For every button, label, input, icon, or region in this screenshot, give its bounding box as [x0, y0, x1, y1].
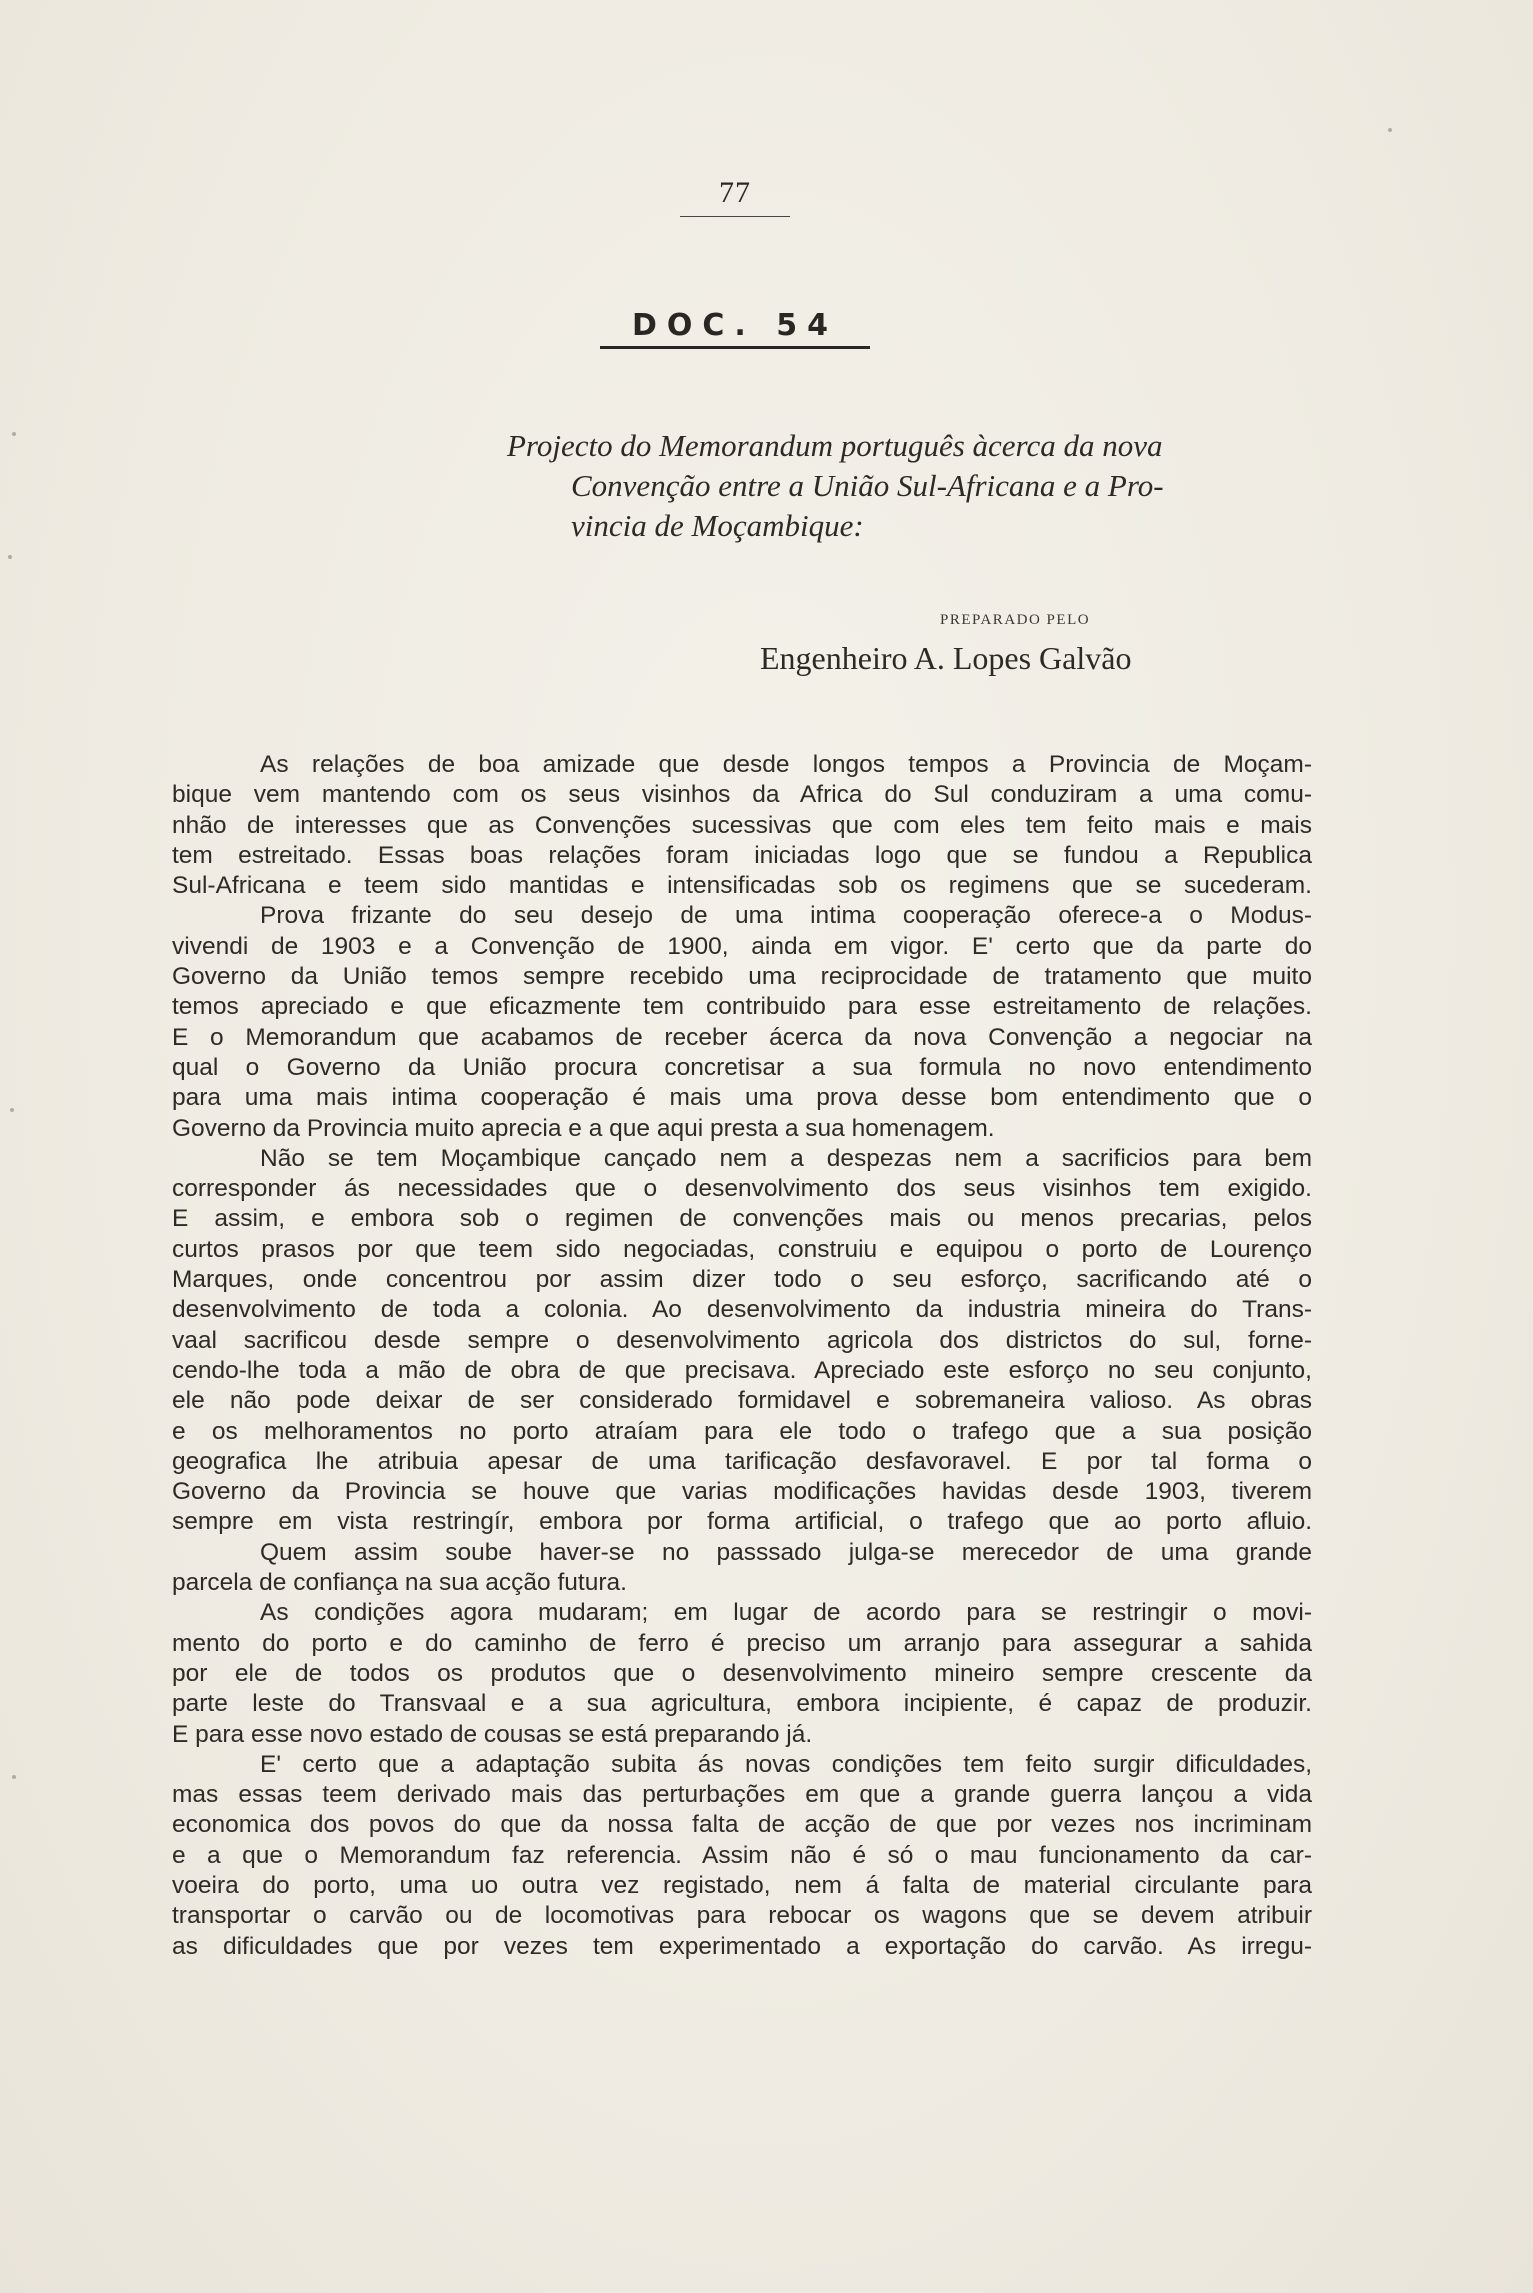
text-line: Prova frizante do seu desejo de uma intima cooperação oferece-a o Modus-	[260, 902, 1312, 930]
text-line: mento do porto e do caminho de ferro é preciso um arranjo para assegurar a sahida	[172, 1629, 1312, 1657]
document-label: DOC. 54	[600, 308, 870, 349]
text-line: E para esse novo estado de cousas se está preparando já.	[172, 1720, 813, 1748]
text-line: E assim, e embora sob o regimen de convenções mais ou menos precarias, pelos	[172, 1205, 1312, 1233]
text-line: Marques, onde concentrou por assim dizer todo o seu esforço, sacrificando até o	[172, 1266, 1312, 1294]
text-line: e a que o Memorandum faz referencia. Assim não é só o mau funcionamento da car-	[172, 1841, 1312, 1869]
text-line: curtos prasos por que teem sido negociadas, construiu e equipou o porto de Lourenço	[172, 1235, 1312, 1263]
text-line: Governo da União temos sempre recebido uma reciprocidade de tratamento que muito	[172, 963, 1312, 991]
paper-speck	[8, 555, 12, 559]
text-line: por ele de todos os produtos que o desenvolvimento mineiro sempre crescente da	[172, 1659, 1312, 1687]
title-line: vincia de Moçambique:	[571, 508, 864, 543]
text-line: mas essas teem derivado mais das perturbações em que a grande guerra lançou a vida	[172, 1781, 1312, 1809]
text-line: As relações de boa amizade que desde longos tempos a Provincia de Moçam-	[260, 751, 1312, 778]
text-line: Não se tem Moçambique cançado nem a despezas nem a sacrificios para bem	[260, 1144, 1312, 1172]
text-line: sempre em vista restringír, embora por forma artificial, o trafego que ao porto afluio.	[172, 1508, 1312, 1536]
paper-speck	[10, 1108, 14, 1112]
body-text	[172, 750, 1312, 1962]
text-line: cendo-lhe toda a mão de obra de que precisava. Apreciado este esforço no seu conjunto,	[172, 1356, 1312, 1384]
paper-speck	[12, 432, 16, 436]
text-line: temos apreciado e que eficazmente tem contribuido para esse estreitamento de relações.	[172, 993, 1312, 1021]
text-line: geografica lhe atribuia apesar de uma tarificação desfavoravel. E por tal forma o	[172, 1447, 1312, 1475]
text-line: corresponder ás necessidades que o desenvolvimento dos seus visinhos tem exigido.	[172, 1175, 1312, 1203]
text-line: vaal sacrificou desde sempre o desenvolvimento agricola dos districtos do sul, forne-	[172, 1326, 1312, 1354]
text-line: vivendi de 1903 e a Convenção de 1900, ainda em vigor. E' certo que da parte do	[172, 932, 1312, 960]
text-line: E o Memorandum que acabamos de receber ácerca da nova Convenção a negociar na	[172, 1023, 1312, 1051]
title-line: Projecto do Memorandum português àcerca da nova	[507, 428, 1163, 463]
text-line: para uma mais intima cooperação é mais uma prova desse bom entendimento que o	[172, 1084, 1312, 1112]
text-line: e os melhoramentos no porto atraíam para ele todo o trafego que a sua posição	[172, 1417, 1312, 1445]
text-line: ele não pode deixar de ser considerado formidavel e sobremaneira valioso. As obras	[172, 1387, 1312, 1415]
text-line: As condições agora mudaram; em lugar de acordo para se restringir o movi-	[260, 1599, 1312, 1627]
text-line: Governo da Provincia muito aprecia e a que aqui presta a sua homenagem.	[172, 1114, 995, 1142]
paper-speck	[1388, 128, 1392, 132]
text-line: Sul-Africana e teem sido mantidas e intensificadas sob os regimens que se sucederam.	[172, 872, 1312, 900]
text-line: E' certo que a adaptação subita ás novas condições tem feito surgir dificuldades,	[260, 1750, 1312, 1778]
prepared-by-label: PREPARADO PELO	[940, 612, 1091, 628]
document-title	[507, 426, 1227, 546]
paper-speck	[12, 1775, 16, 1779]
text-line: tem estreitado. Essas boas relações foram iniciadas logo que se fundou a Republica	[172, 841, 1312, 869]
page-number: 77	[680, 176, 790, 217]
text-line: Quem assim soube haver-se no passsado julga-se merecedor de uma grande	[260, 1538, 1312, 1566]
text-line: parte leste do Transvaal e a sua agricultura, embora incipiente, é capaz de produzir.	[172, 1690, 1312, 1718]
text-line: economica dos povos do que da nossa falta de acção de que por vezes nos incriminam	[172, 1811, 1312, 1839]
text-line: parcela de confiança na sua acção futura.	[172, 1569, 627, 1597]
text-line: nhão de interesses que as Convenções sucessivas que com eles tem feito mais e mais	[172, 811, 1312, 839]
author-name: Engenheiro A. Lopes Galvão	[760, 640, 1132, 676]
text-line: Governo da Provincia se houve que varias modificações havidas desde 1903, tiverem	[172, 1478, 1312, 1506]
text-line: voeira do porto, uma uo outra vez registado, nem á falta de material circulante para	[172, 1871, 1312, 1899]
text-line: qual o Governo da União procura concretisar a sua formula no novo entendimento	[172, 1053, 1312, 1081]
text-line: desenvolvimento de toda a colonia. Ao desenvolvimento da industria mineira do Trans-	[172, 1296, 1312, 1324]
text-line: transportar o carvão ou de locomotivas para rebocar os wagons que se devem atribuir	[172, 1902, 1312, 1930]
text-line: bique vem mantendo com os seus visinhos da Africa do Sul conduziram a uma comu-	[172, 781, 1312, 809]
text-line: as dificuldades que por vezes tem experimentado a exportação do carvão. As irregu-	[172, 1932, 1312, 1960]
title-line: Convenção entre a União Sul-Africana e a Pro-	[571, 468, 1164, 503]
